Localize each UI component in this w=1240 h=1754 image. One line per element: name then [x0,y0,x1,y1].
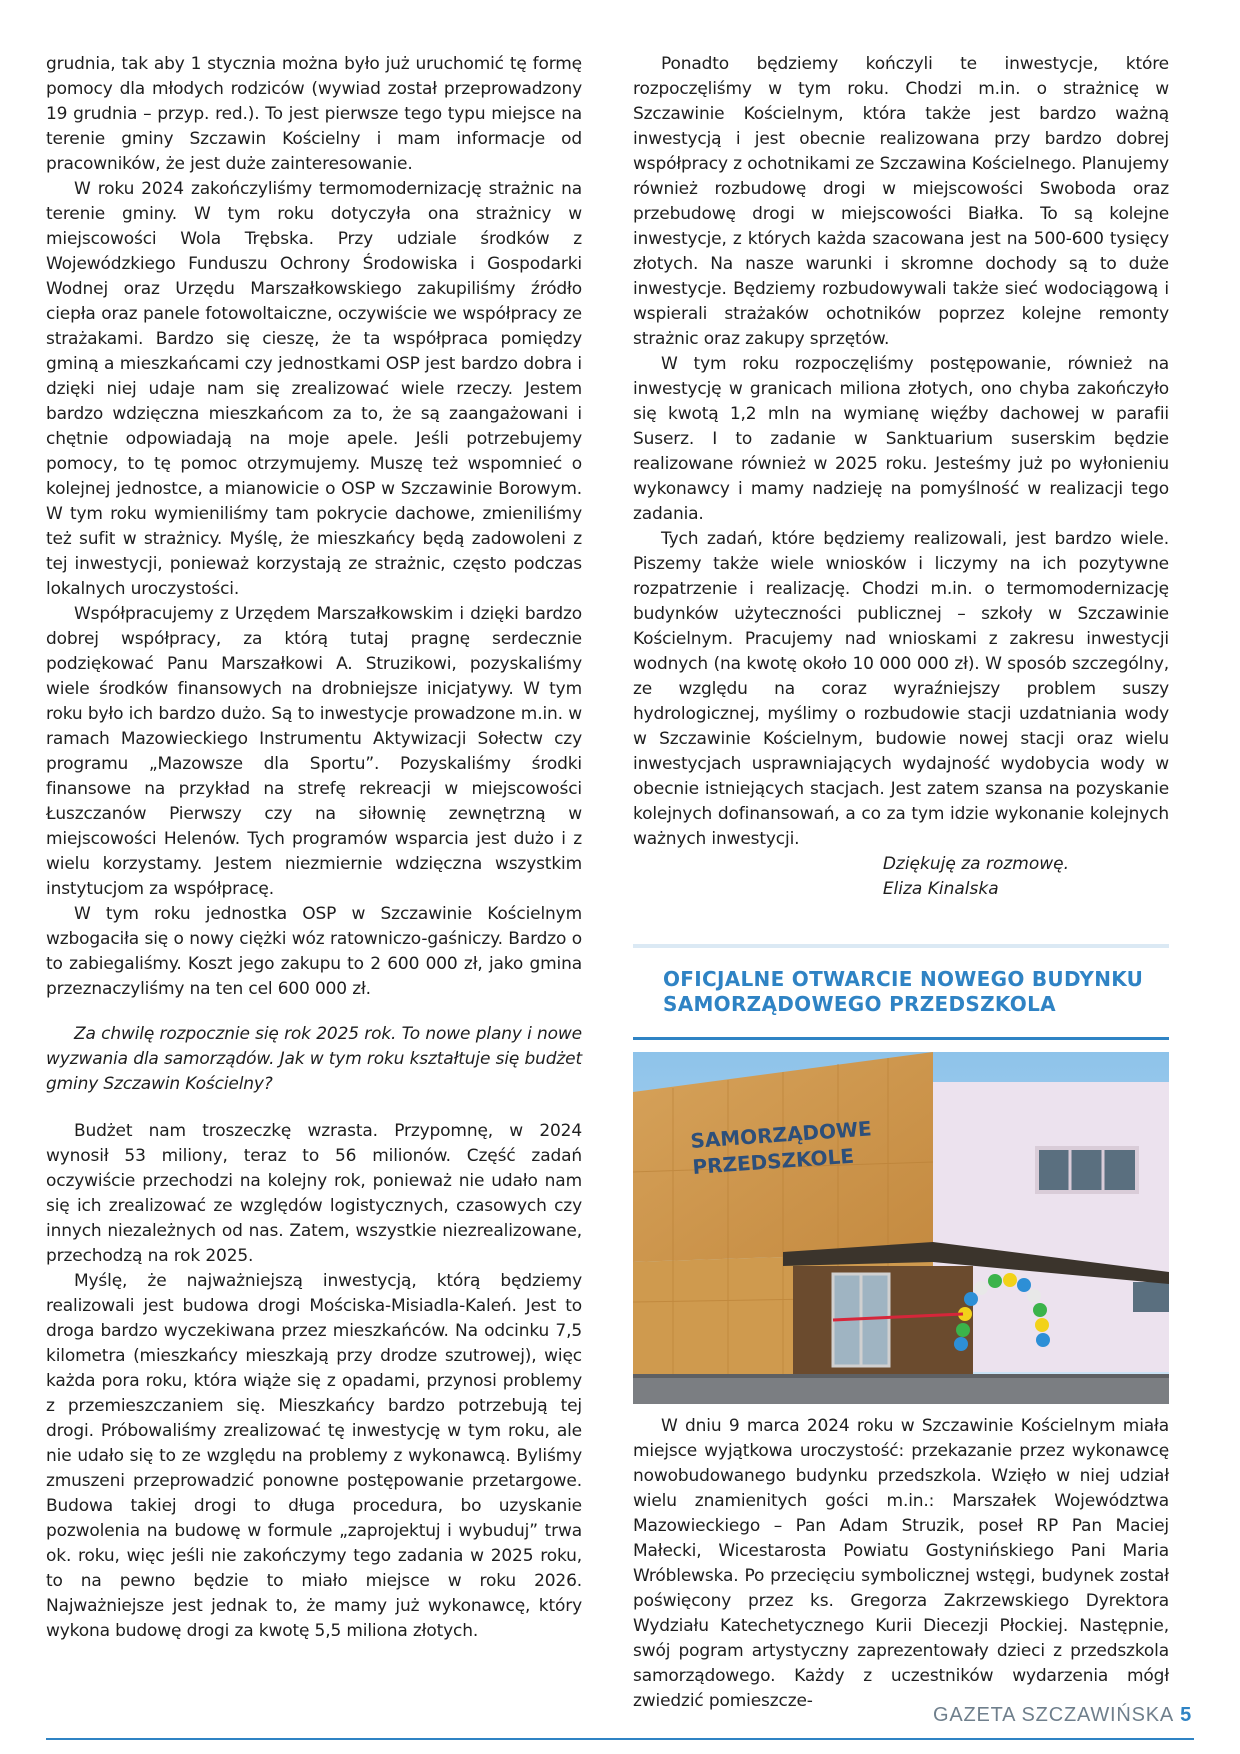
article-paragraph: Myślę, że najważniejszą inwestycją, którą będziemy realizowali jest budowa drogi Mościska-Misiadla-Kaleń. Jest to droga bardzo wyczekiwana przez mieszkańców. Na odcinku 7,5 kilometra (mieszkańcy mieszkają przy drodze szutrowej), więc każda pora roku, która wiąże się z opadami, przynosi problemy z przemieszczaniem się. Mieszkańcy bardzo potrzebują tej drogi. Próbowaliśmy zrealizować tę inwestycję w tym roku, ale nie udało się to ze względu na problemy z wykonawcą. Byliśmy zmuszeni przeprowadzić ponowne postępowanie przetargowe. Budowa takiej drogi to długa procedura, bo uzyskanie pozwolenia na budowę w formule „zaprojektuj i wybuduj” trwa ok. roku, więc jeśli nie zakończymy tego zadania w 2025 roku, to na pewno będzie to miało miejsce w roku 2026. Najważniejsze jest jednak to, że mamy już wykonawcę, który wykona budowę drogi za kwotę 5,5 miliona złotych. [46,1271,582,1641]
article-paragraph: Budżet nam troszeczkę wzrasta. Przypomnę, w 2024 wynosił 53 miliony, teraz to 56 milionów. Część zadań oczywiście przechodzi na kolejny rok, ponieważ nie udało nam się ich zrealizować ze względów logistycznych, czasowych czy innych niezależnych od nas. Zatem, wszystkie niezrealizowane, przechodzą na rok 2025. [46,1121,582,1266]
page-number: 5 [1180,1704,1192,1726]
article-paragraph: Współpracujemy z Urzędem Marszałkowskim i dzięki bardzo dobrej współpracy, za którą tutaj pragnę serdecznie podziękować Panu Marszałkowi A. Struzikowi, pozyskaliśmy wiele środków finansowych na drobniejsze inicjatywy. W tym roku było ich bardzo dużo. Są to inwestycje prowadzone m.in. w ramach Mazowieckiego Instrumentu Aktywizacji Sołectw czy programu „Mazowsze dla Sportu”. Pozyskaliśmy środki finansowe na przykład na strefę rekreacji w miejscowości Łuszczanów Pierwszy czy na siłownię zewnętrzną w miejscowości Helenów. Tych programów wsparcia jest dużo i z wielu korzystamy. Jestem niezmiernie wdzięczna wszystkim instytucjom za współpracę. [46,604,582,899]
photo-caption: W dniu 9 marca 2024 roku w Szczawinie Kościelnym miała miejsce wyjątkowa uroczystość: przekazanie przez wykonawcę nowobudowanego budynku przedszkola. Wzięło w niej udział wielu znamienitych gości m.in.: Marszałek Województwa Mazowieckiego – Pan Adam Struzik, poseł RP Pan Maciej Małecki, Wicestarosta Powiatu Gostynińskiego Pani Maria Wróblewska. Po przecięciu symbolicznej wstęgi, budynek został poświęcony przez ks. Gregorza Zakrzewskiego Dyrektora Wydziału Katechetycznego Kurii Diecezji Płockiej. Następnie, swój pogram artystyczny zaprezentowały dzieci z przedszkola samorządowego. Każdy z uczestników wydarzenia mógł zwiedzić pomieszcze- [633,1416,1169,1711]
article-paragraph: W tym roku rozpoczęliśmy postępowanie, również na inwestycję w granicach miliona złotych, ono chyba zakończyło się kwotą 1,2 mln na wymianę więźby dachowej w parafii Suserz. I to zadanie w Sanktuarium suserskim będzie realizowane również w 2025 roku. Jesteśmy już po wyłonieniu wykonawcy i mamy nadzieję na pomyślność w realizacji tego zadania. [633,354,1169,524]
page-footer [933,1704,1192,1727]
thanks-line: Dziękuję za rozmowę. [882,854,1069,874]
author-name: Eliza Kinalska [882,879,999,899]
building-sign-line-1: SAMORZĄDOWE [689,1116,873,1153]
signature-block [633,852,1169,902]
interview-question: Za chwilę rozpocznie się rok 2025 rok. To nowe plany i nowe wyzwania dla samorządów. Jak w tym roku kształtuje się budżet gminy Szczawin Kościelny? [46,1024,582,1094]
section-heading-line-2: SAMORZĄDOWEGO PRZEDSZKOLA [663,992,1056,1016]
section-heading [633,944,1169,1040]
article-paragraph: grudnia, tak aby 1 stycznia można było już uruchomić tę formę pomocy dla młodych rodziców (wywiad został przeprowadzony 19 grudnia – przyp. red.). To jest pierwsze tego typu miejsce na terenie gminy Szczawin Kościelny i mam informacje od pracowników, że jest duże zainteresowanie. [46,54,582,174]
article-paragraph: W tym roku jednostka OSP w Szczawinie Kościelnym wzbogaciła się o nowy ciężki wóz ratowniczo-gaśniczy. Bardzo o to zabiegaliśmy. Koszt jego zakupu to 2 600 000 zł, jako gmina przeznaczyliśmy na ten cel 600 000 zł. [46,904,582,999]
section-heading-line-1: OFICJALNE OTWARCIE NOWEGO BUDYNKU [663,967,1144,991]
kindergarten-building-photo [633,1052,1169,1404]
article-paragraph: W roku 2024 zakończyliśmy termomodernizację strażnic na terenie gminy. W tym roku dotyczyła ona strażnicy w miejscowości Wola Trębska. Przy udziale środków z Wojewódzkiego Funduszu Ochrony Środowiska i Gospodarki Wodnej oraz Urzędu Marszałkowskiego zakupiliśmy źródło ciepła oraz panele fotowoltaiczne, oczywiście we współpracy ze strażakami. Bardzo się cieszę, że ta współpraca pomiędzy gminą a mieszkańcami czy jednostkami OSP jest bardzo dobra i dzięki niej udaje nam się zrealizować wiele rzeczy. Jestem bardzo wdzięczna mieszkańcom za to, że są zaangażowani i chętnie odpowiadają na moje apele. Jeśli potrzebujemy pomocy, to tę pomoc otrzymujemy. Muszę też wspomnieć o kolejnej jednostce, a mianowicie o OSP w Szczawinie Borowym. W tym roku wymieniliśmy tam pokrycie dachowe, zmieniliśmy też sufit w strażnicy. Myślę, że mieszkańcy będą zadowoleni z tej inwestycji, ponieważ korzystają ze strażnic, często podczas lokalnych uroczystości. [46,179,582,599]
left-column [46,52,582,1644]
publication-name: GAZETA SZCZAWIŃSKA [932,1704,1175,1726]
article-paragraph: Ponadto będziemy kończyli te inwestycje, które rozpoczęliśmy w tym roku. Chodzi m.in. o strażnicę w Szczawinie Kościelnym, która także jest bardzo ważną inwestycją i jest obecnie realizowana przy bardzo dobrej współpracy z ochotnikami ze Szczawina Kościelnego. Planujemy również rozbudowę drogi w miejscowości Swoboda oraz przebudowę drogi w miejscowości Białka. To są kolejne inwestycje, z których każda szacowana jest na 500-600 tysięcy złotych. Na nasze warunki i skromne dochody są to duże inwestycje. Będziemy rozbudowywali także sieć wodociągową i wspierali strażaków ochotników poprzez kolejne remonty strażnic oraz zakupy sprzętów. [633,54,1169,349]
footer-rule [46,1738,1194,1740]
right-column [633,52,1169,1714]
building-sign-line-2: PRZEDSZKOLE [691,1143,855,1179]
article-paragraph: Tych zadań, które będziemy realizowali, jest bardzo wiele. Piszemy także wiele wniosków i liczymy na ich pozytywne rozpatrzenie i realizację. Chodzi m.in. o termomodernizację budynków użyteczności publicznej – szkoły w Szczawinie Kościelnym. Pracujemy nad wnioskami z zakresu inwestycji wodnych (na kwotę około 10 000 000 zł). W sposób szczególny, ze względu na coraz wyraźniejszy problem suszy hydrologicznej, myślimy o rozbudowie stacji uzdatniania wody w Szczawinie Kościelnym, budowie nowej stacji oraz wielu inwestycjach usprawniających wydajność wydobycia wody w obecnie istniejących stacjach. Jest zatem szansa na pozyskanie kolejnych dofinansowań, a co za tym idzie wykonanie kolejnych ważnych inwestycji. [633,529,1169,849]
